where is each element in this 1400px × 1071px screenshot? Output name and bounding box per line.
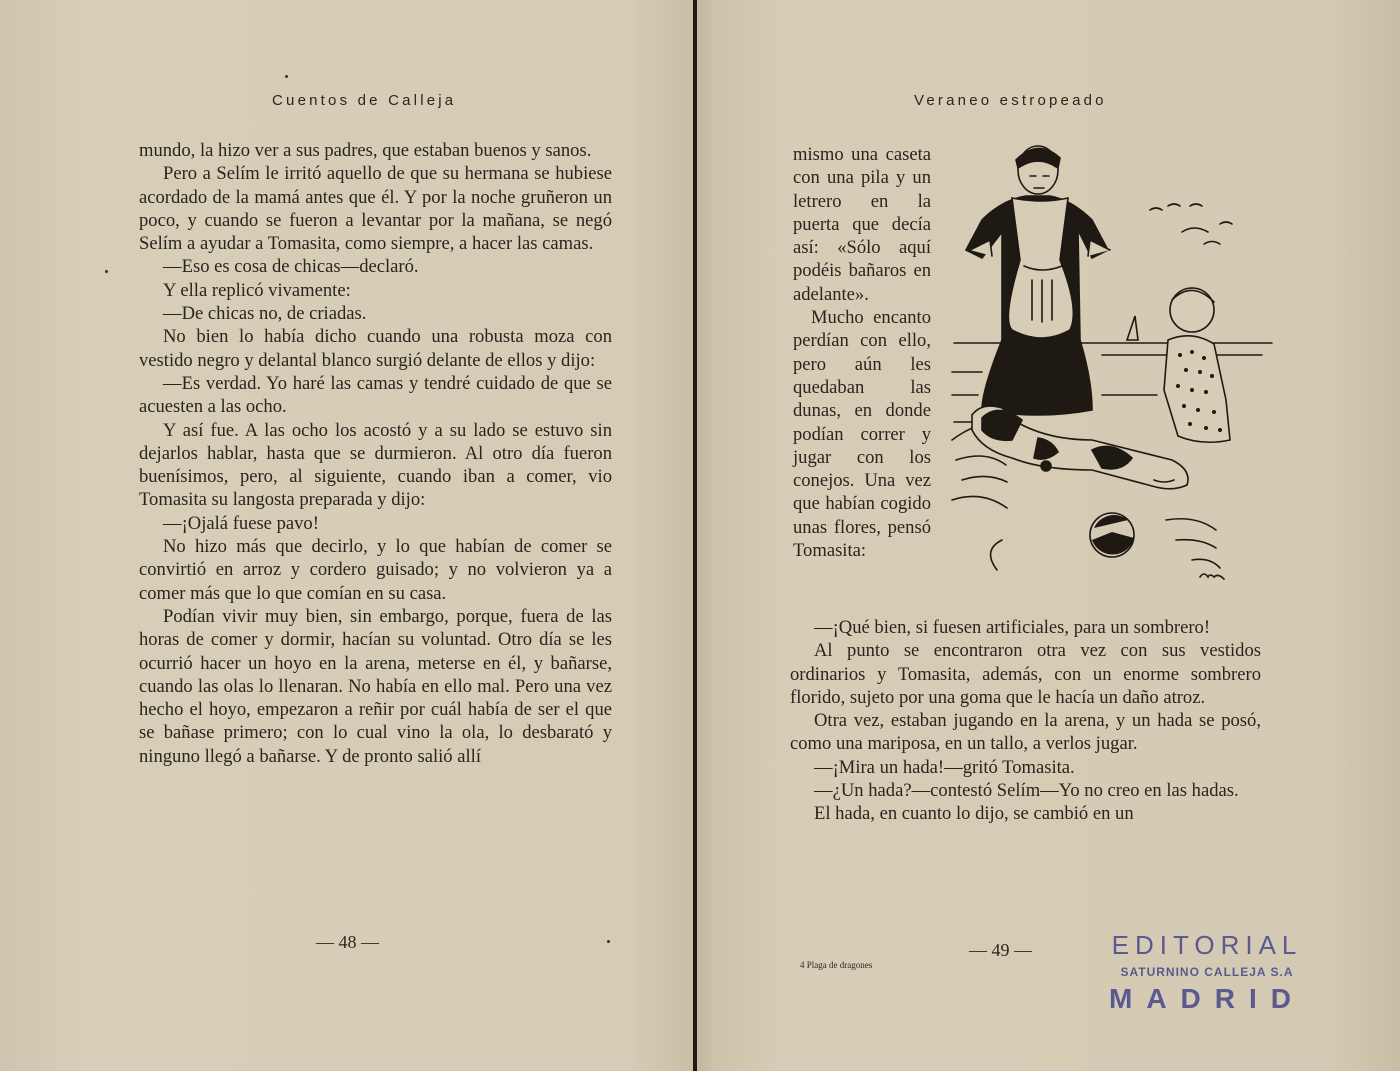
paragraph: Mucho encanto perdían con ello, pero aún les quedaban las dunas, en donde podían correr y jugar con los conejos. Una vez que habían cogido unas flores, pensó Tomasita: <box>793 307 931 562</box>
paragraph: —¡Ojalá fuese pavo! <box>163 512 319 534</box>
paragraph: Otra vez, estaban jugando en la arena, y un hada se posó, como una mariposa, en un tallo, a verlos jugar. <box>790 710 1261 755</box>
paragraph: El hada, en cuanto lo dijo, se cambió en un <box>814 803 1134 825</box>
page-number-right: — 49 — <box>969 940 1032 960</box>
paragraph: —¡Mira un hada!—gritó Tomasita. <box>814 756 1075 778</box>
paragraph: No hizo más que decirlo, y lo que habían de comer se convirtió en arroz y cordero guisado; y no volvieron ya a comer más que lo que comían en su casa. <box>139 536 612 604</box>
paragraph: Al punto se encontraron otra vez con sus vestidos ordinarios y Tomasita, además, con un enorme sombrero florido, sujeto por una goma que le hacía un daño atroz. <box>790 640 1261 708</box>
right-page <box>697 0 1400 1071</box>
stamp-line-3: MADRID <box>1109 983 1305 1014</box>
left-page-text <box>139 139 612 768</box>
paper-speck <box>285 75 288 78</box>
paragraph: Y ella replicó vivamente: <box>163 279 351 301</box>
paragraph: No bien lo había dicho cuando una robusta moza con vestido negro y delantal blanco surgió delante de ellos y dijo: <box>139 326 612 371</box>
paper-speck <box>105 270 108 273</box>
running-head-left: Cuentos de Calleja <box>272 92 457 109</box>
stamp-line-2: SATURNINO CALLEJA S.A <box>1120 965 1294 979</box>
paragraph: Podían vivir muy bien, sin embargo, porque, fuera de las horas de comer y dormir, hacían su voluntad. Otro día se les ocurrió hacer un hoyo en la arena, meterse en él, y bañarse, cuando las olas lo llenaran. No había en ello mal. Pero una vez hecho el hoyo, empezaron a reñir por cuál había de ser el que se bañase primero; con lo cual vino la ola, lo desbarató y ninguno llegó a bañarse. Y de pronto salió allí <box>139 605 612 767</box>
paragraph: —¡Qué bien, si fuesen artificiales, para un sombrero! <box>814 617 1211 638</box>
paragraph: Y así fue. A las ocho los acostó y a su lado se estuvo sin dejarlos hablar, hasta que se durmieron. Al otro día fueron buenísimos, pero, al siguiente, cuando iban a comer, vio Tomasita su langosta preparada y dijo: <box>139 419 612 511</box>
paragraph: mundo, la hizo ver a sus padres, que estaban buenos y sanos. <box>139 140 592 161</box>
printer-signature: 4 Plaga de dragones <box>800 960 873 970</box>
page-number-left: — 48 — <box>316 932 379 952</box>
illustration-maid-and-children <box>942 140 1287 590</box>
paragraph: mismo una caseta con una pila y un letrero en la puerta que decía así: «Sólo aquí podéis bañaros en adelante». <box>793 144 931 305</box>
paragraph: —De chicas no, de criadas. <box>163 303 367 325</box>
wrapped-text-column <box>793 143 931 562</box>
full-width-text <box>790 616 1261 826</box>
publisher-stamp <box>1107 930 1307 1015</box>
paper-speck <box>607 940 610 943</box>
stamp-line-1: EDITORIAL <box>1111 930 1303 960</box>
paragraph: —Eso es cosa de chicas—declaró. <box>163 256 419 278</box>
paragraph: —¿Un hada?—contestó Selím—Yo no creo en las hadas. <box>814 780 1239 802</box>
paragraph: Pero a Selím le irritó aquello de que su hermana se hubiese acordado de la mamá antes que él. Y por la noche gruñeron un poco, y cuando se fueron a levantar por la mañana, se negó Selím a ayudar a Tomasita, como siempre, a hacer las camas. <box>139 163 612 255</box>
left-page <box>0 0 693 1071</box>
paragraph: —Es verdad. Yo haré las camas y tendré cuidado de que se acuesten a las ocho. <box>139 372 612 418</box>
running-head-right: Veraneo estropeado <box>914 92 1107 109</box>
